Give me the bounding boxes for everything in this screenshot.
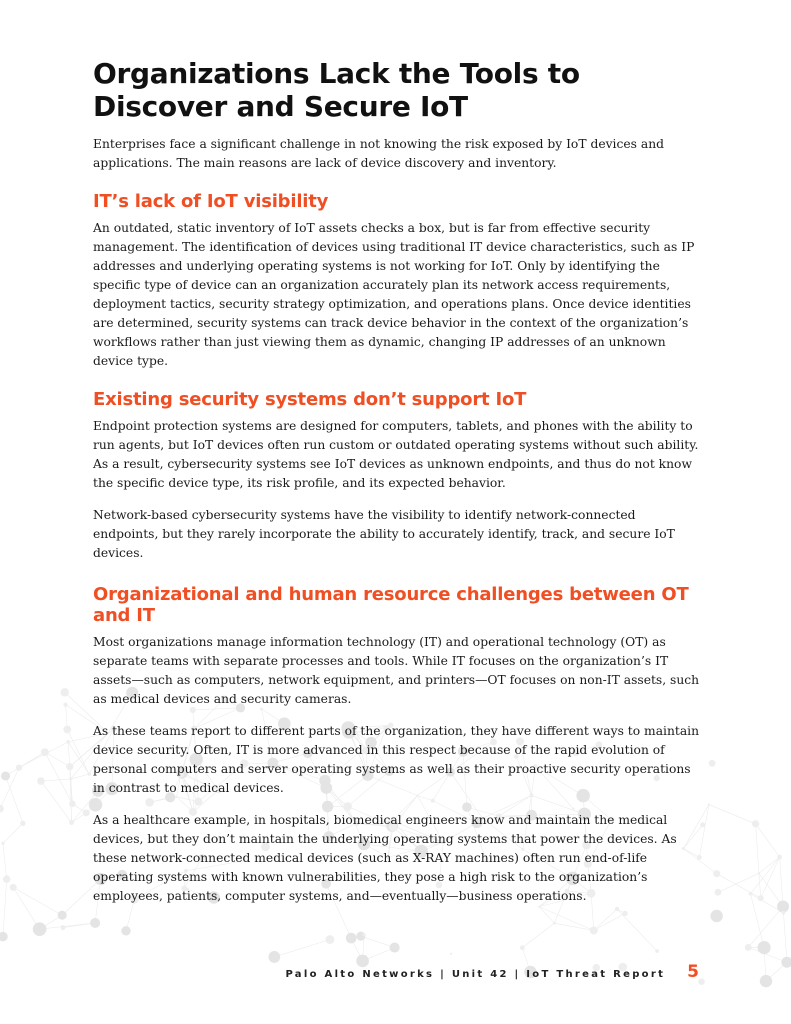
network-dot <box>1 842 4 845</box>
network-dot <box>0 932 8 941</box>
network-dot <box>758 895 764 901</box>
network-dot <box>758 872 760 874</box>
network-dot <box>3 875 10 882</box>
section-paragraph: Endpoint protection systems are designed for computers, tablets, and phones with the ability to run agents, but IoT devices often run custom or outdated operating systems without such ability. As a result, cybersecurity systems see IoT devices as unknown endpoints, and thus do not know the specific device type, its risk profile, and its expected behavior. <box>93 419 699 490</box>
network-dot <box>708 803 710 805</box>
network-dot <box>37 777 45 785</box>
network-dot <box>777 855 782 860</box>
network-dot <box>363 933 366 936</box>
network-dot <box>745 944 752 951</box>
network-dot <box>69 801 76 808</box>
section-paragraph: Network-based cybersecurity systems have the visibility to identify network-connected endpoints, but they rarely incorporate the ability to accurately identify, track, and secure IoT devices. <box>93 508 675 560</box>
network-dot <box>450 953 452 955</box>
network-dot <box>326 935 335 944</box>
network-dot <box>0 805 4 813</box>
network-dot <box>88 772 91 775</box>
network-dot <box>709 760 716 767</box>
section-paragraph: An outdated, static inventory of IoT assets checks a box, but is far from effective security management. The identification of devices using traditional IT device characteristics, such as IP addresses and underlying operating systems is not working for IoT. Only by identifying the specific type of device can an organization accurately plan its network access requirements, deployment tactics, security strategy optimization, and operations plans. Once device identities are determined, security systems can track device behavior in the context of the organization’s workflows rather than just viewing them as dynamic, changing IP addresses of an unknown device type. <box>93 221 695 368</box>
network-dot <box>121 926 130 935</box>
network-dot <box>782 911 786 915</box>
section-paragraph: Most organizations manage information technology (IT) and operational technology (OT) as separate teams with separate processes and tools. While IT focuses on the organization’s IT assets—such as computers, network equipment, and printers—OT focuses on non-IT assets, such as medical devices and security cameras. <box>93 635 700 706</box>
page-footer <box>285 962 699 982</box>
network-dot <box>69 820 74 825</box>
network-dot <box>41 748 49 756</box>
network-dot <box>60 688 68 696</box>
network-dot <box>752 820 759 827</box>
network-dot <box>749 892 753 896</box>
page-title: Organizations Lack the Tools to Discover and Secure IoT <box>93 57 580 123</box>
network-dot <box>58 911 67 920</box>
intro-paragraph: Enterprises face a significant challenge in not knowing the risk exposed by IoT devices and applications. The main reasons are lack of device discovery and inventory. <box>93 137 664 170</box>
section-heading-visibility: IT’s lack of IoT visibility <box>93 191 329 212</box>
page-content <box>93 57 703 919</box>
network-dot <box>346 933 357 944</box>
network-dot <box>1 771 10 780</box>
network-dot <box>758 941 771 954</box>
network-dot <box>713 870 720 877</box>
section-paragraph: As these teams report to different parts of the organization, they have different ways to maintain device security. Often, IT is more advanced in this respect because of the rapid evolution of personal computers and server operating systems as well as their proactive security operations in contrast to medical devices. <box>93 724 700 795</box>
network-dot <box>520 945 525 950</box>
network-dot <box>715 889 722 896</box>
footer-text: Palo Alto Networks | Unit 42 | IoT Threat Report <box>285 969 666 980</box>
network-dot <box>553 922 556 925</box>
network-dot <box>63 703 67 707</box>
network-dot <box>655 949 659 953</box>
network-dot <box>33 922 47 936</box>
network-dot <box>16 764 22 770</box>
network-dot <box>10 884 17 891</box>
section-heading-security-systems: Existing security systems don’t support IoT <box>93 389 527 410</box>
network-dot <box>710 910 722 922</box>
network-dot <box>90 918 100 928</box>
network-dot <box>777 901 789 913</box>
network-dot <box>760 975 772 987</box>
network-dot <box>268 951 280 963</box>
network-dot <box>390 943 400 953</box>
network-dot <box>20 821 25 826</box>
network-dot <box>83 809 90 816</box>
network-dot <box>698 978 705 985</box>
network-dot <box>590 926 598 934</box>
section-paragraph: As a healthcare example, in hospitals, biomedical engineers know and maintain the medical devices, but they don’t maintain the underlying operating systems that power the devices. As these network-connected medical devices (such as X-RAY machines) often run end-of-life operating systems with known vulnerabilities, they pose a high risk to the organization’s employees, patients, computer systems, and—eventually—business operations. <box>93 813 677 903</box>
network-dot <box>61 925 66 930</box>
network-dot <box>66 740 70 744</box>
network-dot <box>63 726 71 734</box>
page-number: 5 <box>687 962 699 982</box>
network-dot <box>66 763 73 770</box>
section-heading-ot-it: Organizational and human resource challenges between OT and IT <box>93 584 689 626</box>
network-dot <box>69 778 72 781</box>
